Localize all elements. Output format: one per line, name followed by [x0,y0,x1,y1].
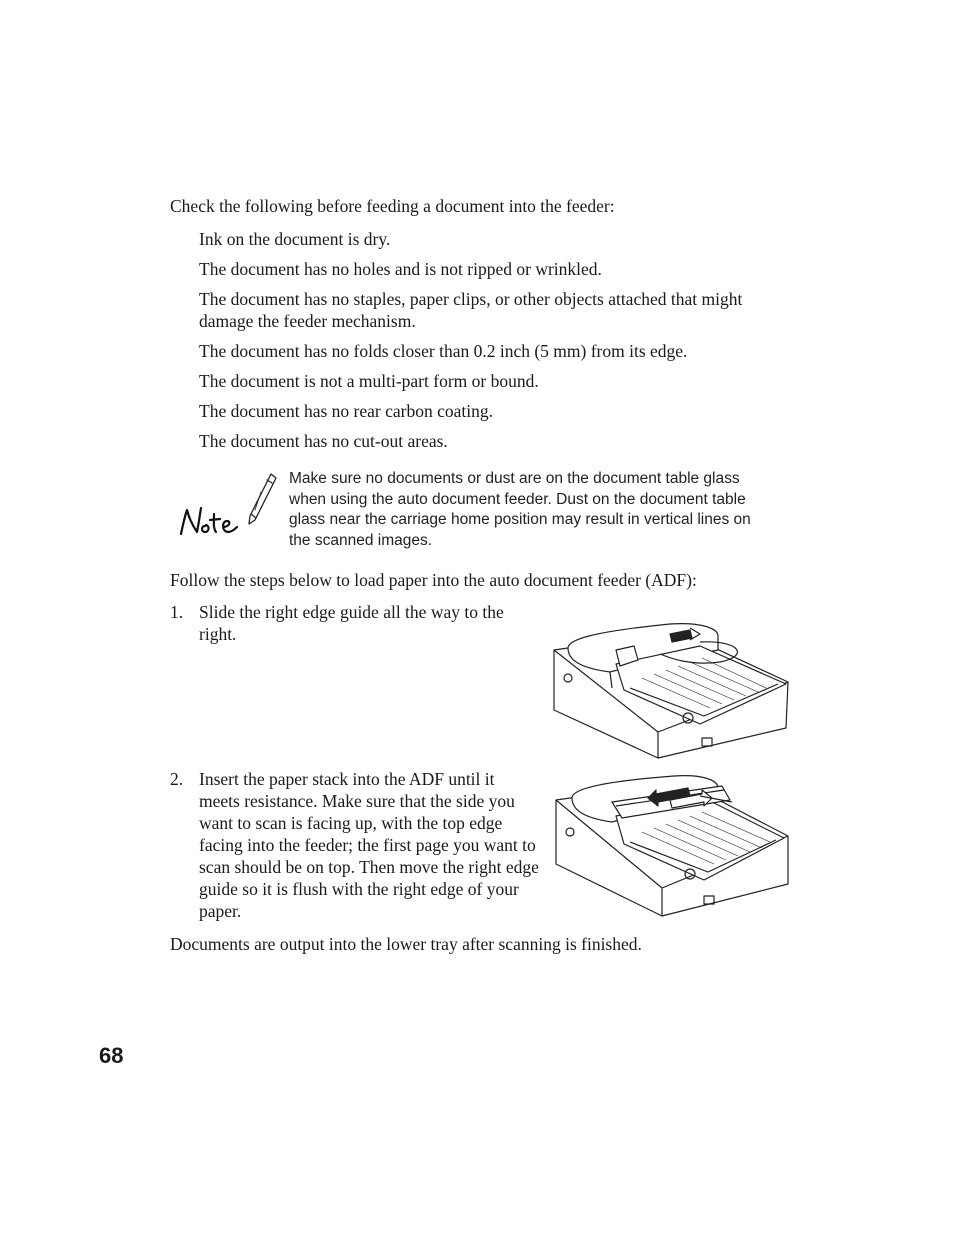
checklist-item-no-holes: The document has no holes and is not ripped or wrinkled. [199,259,602,279]
step-2-number: 2. [170,769,184,789]
checklist-item-not-multipart: The document is not a multi-part form or bound. [199,371,539,391]
scanner-edge-guide-illustration [550,620,792,760]
scanner-insert-paper-illustration [552,772,792,918]
checklist-item-dry-ink: Ink on the document is dry. [199,229,391,249]
note-pencil-icon [175,470,280,542]
closing-text: Documents are output into the lower tray after scanning is finished. [170,934,642,954]
checklist-item-no-carbon: The document has no rear carbon coating. [199,401,493,421]
note-text: Make sure no documents or dust are on the document table glass when using the auto document feeder. Dust on the document table glass near the carriage home position may result in vertical lines on the scanned images. [289,470,751,549]
step-1-text: Slide the right edge guide all the way to the right. [199,602,504,644]
checklist-item-no-staples: The document has no staples, paper clips, or other objects attached that might damage the feeder mechanism. [199,289,743,331]
steps-intro-text: Follow the steps below to load paper into the auto document feeder (ADF): [170,570,697,590]
page-number: 68 [99,1043,124,1068]
step-2-text: Insert the paper stack into the ADF until it meets resistance. Make sure that the side you want to scan is facing up, with the top edge facing into the feeder; the first page you want to scan should be on top. Then move the right edge guide so it is flush with the right edge of your paper. [199,769,539,921]
checklist-item-no-folds: The document has no folds closer than 0.2 inch (5 mm) from its edge. [199,341,688,361]
checklist-item-no-cutouts: The document has no cut-out areas. [199,431,448,451]
intro-text: Check the following before feeding a document into the feeder: [170,196,615,216]
step-1-number: 1. [170,602,184,622]
note-callout [175,470,280,542]
